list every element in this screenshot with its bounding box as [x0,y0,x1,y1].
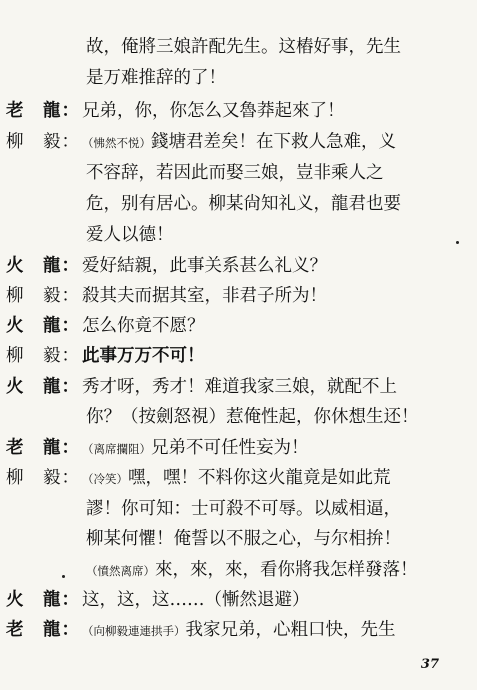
dialogue-text: 爱好結親，此事关系甚么礼义？ [82,256,327,276]
dialogue-text: 兄弟，你，你怎么又魯莽起來了！ [82,101,345,121]
text-line [6,96,471,126]
dialogue [82,615,471,645]
dialogue [82,96,471,126]
dialogue-text: 这，这，这……（慚然退避） [82,590,310,610]
text-line [6,555,471,585]
dialogue [82,433,471,463]
speaker: 火 龍： [6,256,80,276]
dialogue [82,341,471,371]
dialogue [86,524,471,554]
speaker: 柳 毅： [6,132,80,152]
dialogue-text: 怎么你竟不愿？ [82,316,205,336]
ink-speck [62,575,65,578]
dialogue [86,32,471,62]
text-line [6,32,471,62]
dialogue-text: 來，來，來，看你將我怎样發落！ [155,560,418,580]
dialogue-text: 謬！你可知：士可殺不可辱。以威相逼， [86,499,401,519]
speaker: 柳 毅： [6,346,80,366]
text-line [6,341,471,371]
dialogue [86,402,471,432]
dialogue [86,189,471,219]
dialogue [86,555,471,585]
dialogue [82,251,471,281]
text-line [6,463,471,493]
dialogue-text: 爱人以德！ [86,225,174,245]
text-line [6,127,471,157]
dialogue [86,220,471,250]
text-line [6,524,471,554]
text-line [6,220,471,250]
text-line [6,585,471,615]
page-number: 37 [420,657,439,672]
dialogue-text: 你？（按劍怒視）惹俺性起，你休想生还！ [86,407,419,427]
dialogue [86,158,471,188]
speaker: 火 龍： [6,316,80,336]
dialogue-text: 秀才呀，秀才！难道我家三娘，就配不上 [82,377,397,397]
dialogue [82,127,471,157]
dialogue [82,463,471,493]
dialogue-text: 是万难推辞的了！ [86,68,226,88]
dialogue [86,63,471,93]
text-line [6,372,471,402]
stage-direction: （冷笑） [82,472,128,486]
dialogue-text: 柳某何懼！俺誓以不服之心，与尔相拚！ [86,529,401,549]
dialogue [82,372,471,402]
speaker: 火 龍： [6,590,80,610]
dialogue [82,585,471,615]
dialogue-text: 我家兄弟，心粗口快，先生 [185,620,396,640]
dialogue-text: 故，俺將三娘許配先生。这樁好事，先生 [86,37,401,57]
text-line [6,63,471,93]
dialogue-text: 危，别有居心。柳某尙知礼义，龍君也要 [86,194,401,214]
text-line [6,433,471,463]
speaker: 火 龍： [6,377,80,397]
dialogue-text: 殺其夫而据其室，非君子所为！ [82,286,327,306]
speaker: 老 龍： [6,438,80,458]
dialogue-text: 錢塘君差矣！在下救人急难，义 [151,132,396,152]
ink-speck [456,241,459,244]
dialogue [86,494,471,524]
speaker: 老 龍： [6,101,80,121]
text-line [6,281,471,311]
dialogue-text: 不容辞，若因此而娶三娘，豈非乘人之 [86,163,384,183]
text-line [6,402,471,432]
text-line [6,158,471,188]
stage-direction: （离席攔阻） [82,442,151,456]
stage-direction: （憤然离席） [86,564,155,578]
dialogue [82,311,471,341]
text-line [6,189,471,219]
speaker: 老 龍： [6,620,80,640]
dialogue-text: 嘿，嘿！不料你这火龍竟是如此荒 [128,468,391,488]
text-line [6,615,471,645]
stage-direction: （向柳毅連連拱手） [82,624,186,638]
text-line [6,251,471,281]
text-line [6,311,471,341]
dialogue-text: 此事万万不可！ [82,346,205,366]
dialogue [82,281,471,311]
speaker: 柳 毅： [6,468,80,488]
text-line [6,494,471,524]
speaker: 柳 毅： [6,286,80,306]
stage-direction: （怫然不悦） [82,136,151,150]
dialogue-text: 兄弟不可任性妄为！ [151,438,309,458]
